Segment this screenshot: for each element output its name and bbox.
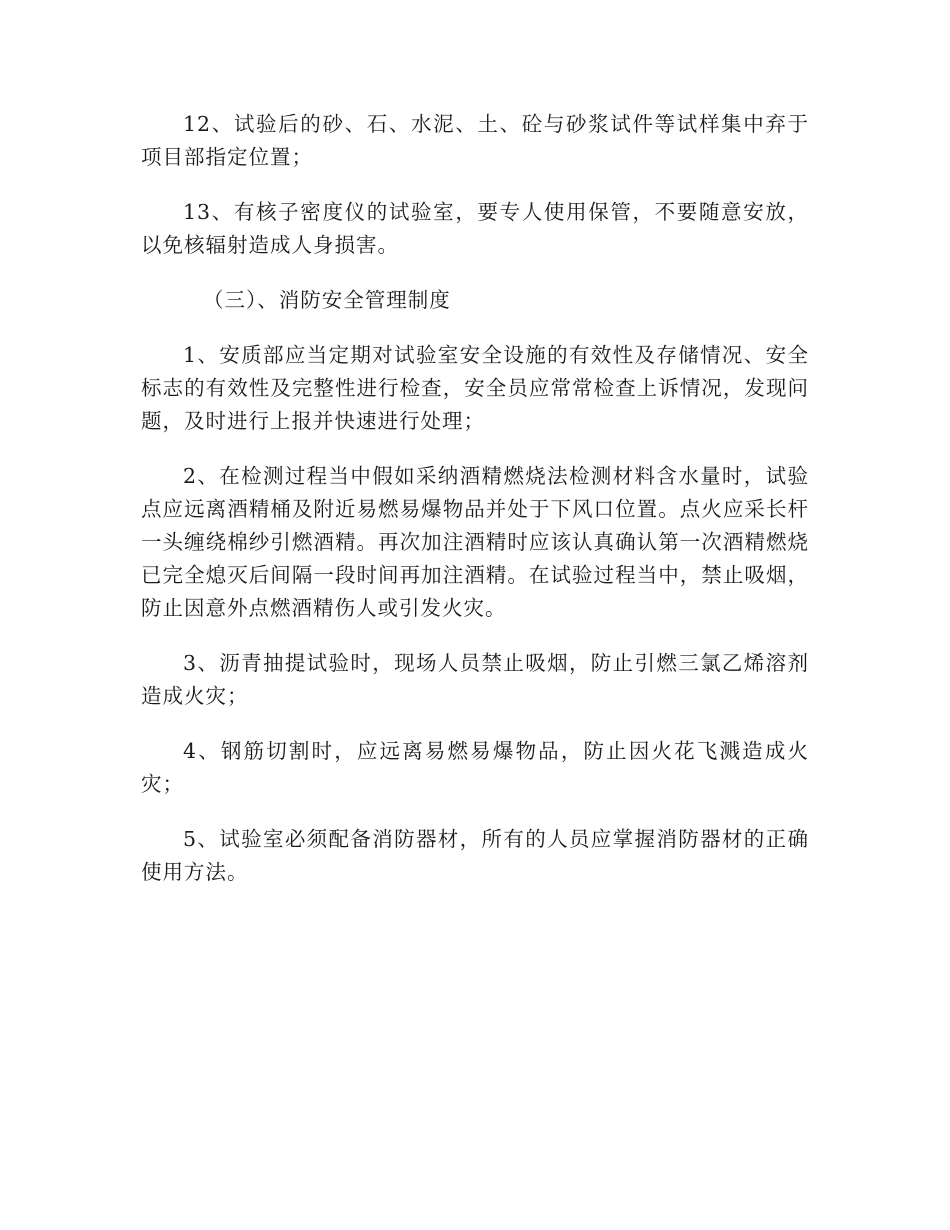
fire-rule-5: 5、试验室必须配备消防器材，所有的人员应掌握消防器材的正确使用方法。 bbox=[141, 827, 809, 884]
fire-rule-2: 2、在检测过程当中假如采纳酒精燃烧法检测材料含水量时，试验点应远离酒精桶及附近易燃易爆物品并处于下风口位置。点火应采长杆一头缠绕棉纱引燃酒精。再次加注酒精时应该认真确认第一次酒精燃烧已完全熄灭后间隔一段时间再加注酒精。在试验过程当中，禁止吸烟，防止因意外点燃酒精伤人或引发火灾。 bbox=[141, 464, 809, 620]
section-heading: （三）、消防安全管理制度 bbox=[203, 288, 451, 312]
paragraph-13: 13、有核子密度仪的试验室，要专人使用保管，不要随意安放，以免核辐射造成人身损害。 bbox=[141, 200, 809, 257]
paragraph-12: 12、试验后的砂、石、水泥、土、砼与砂浆试件等试样集中弃于项目部指定位置； bbox=[141, 112, 809, 169]
document-body bbox=[141, 108, 809, 911]
fire-rule-3: 3、沥青抽提试验时，现场人员禁止吸烟，防止引燃三氯乙烯溶剂造成火灾； bbox=[141, 651, 809, 708]
fire-rule-1: 1、安质部应当定期对试验室安全设施的有效性及存储情况、安全标志的有效性及完整性进行检查，安全员应常常检查上诉情况，发现问题，及时进行上报并快速进行处理； bbox=[141, 343, 809, 433]
fire-rule-4: 4、钢筋切割时，应远离易燃易爆物品，防止因火花飞溅造成火灾； bbox=[141, 739, 809, 796]
